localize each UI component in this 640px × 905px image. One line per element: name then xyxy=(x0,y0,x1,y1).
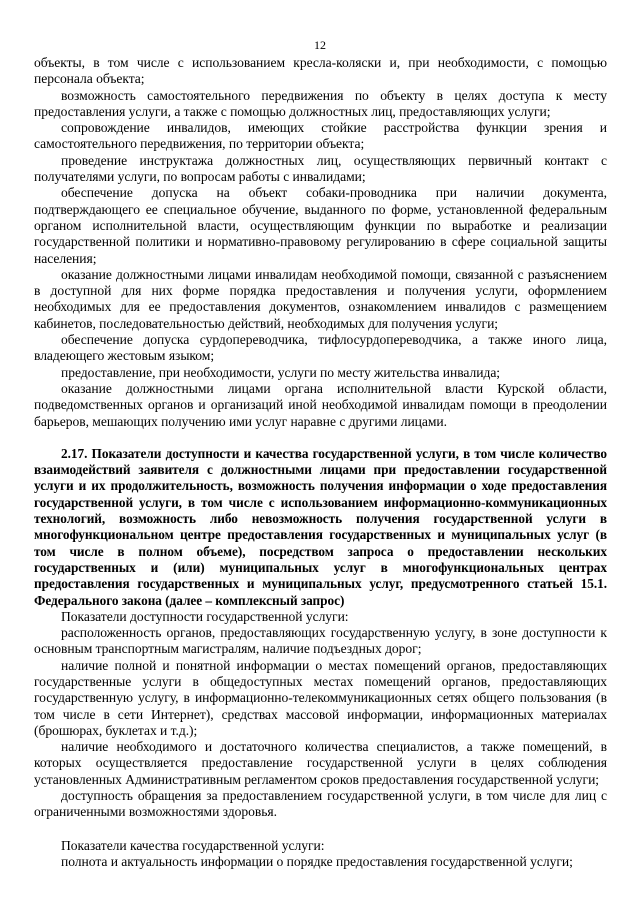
paragraph-escort: сопровождение инвалидов, имеющих стойкие расстройства функции зрения и самостоятельного передвижения, по территории объекта; xyxy=(34,120,607,152)
paragraph-continuation: объекты, в том числе с использованием кресла-коляски и, при необходимости, с помощью персонала объекта; xyxy=(34,55,607,87)
paragraph-completeness: полнота и актуальность информации о порядке предоставления государственной услуги; xyxy=(61,853,573,869)
paragraph-sign-interpreter: обеспечение допуска сурдопереводчика, тифлосурдопереводчика, а также иного лица, владеющего жестовым языком; xyxy=(34,332,607,364)
page-number: 12 xyxy=(314,38,326,52)
paragraph-location: расположенность органов, предоставляющих государственную услугу, в зоне доступности к основным транспортным магистралям, наличие подъездных дорог; xyxy=(34,625,607,657)
paragraph-home-service: предоставление, при необходимости, услуги по месту жительства инвалида; xyxy=(61,364,501,380)
paragraph-disability-access: доступность обращения за предоставлением государственной услуги, в том числе для лиц с ограниченными возможностями здоровья. xyxy=(34,788,607,820)
paragraph-assistance: оказание должностными лицами инвалидам необходимой помощи, связанной с разъяснением в доступной для них форме порядка предоставления и получения услуги, оформлением необходимых для ее предоставления документов, ознакомлением инвалидов с размещением кабинетов, последовательностью действий, необходимых для получения услуги; xyxy=(34,266,607,331)
paragraph-guide-dog: обеспечение допуска на объект собаки-проводника при наличии документа, подтверждающего ее специальное обучение, выданного по форме, установленной федеральным органом исполнительной власти, осуществляющим функции по выработке и реализации государственной политики и нормативно-правовому регулированию в сфере социальной защиты населения; xyxy=(34,185,607,266)
paragraph-information: наличие полной и понятной информации о местах помещений органов, предоставляющих государственные услуги в общедоступных местах помещений органов, предоставляющих государственную услугу, в информационно-телекоммуникационных сетях общего пользования (в том числе в сети Интернет), средствах массовой информации, информационных материалах (брошюрах, буклетах и т.д.); xyxy=(34,657,607,738)
paragraph-quality-indicators: Показатели качества государственной услуги: xyxy=(61,837,325,853)
section-heading-2-17: 2.17. Показатели доступности и качества государственной услуги, в том числе количество взаимодействий заявителя с должностными лицами при предоставлении государственной услуги и их продолжительность, возможность получения информации о ходе предоставления государственной услуги, в том числе с использованием информационно-коммуникационных технологий, возможность либо невозможность получения государственной услуги в многофункциональном центре предоставления государственных и муниципальных услуг (в том числе в полном объеме), посредством запроса о предоставлении нескольких государственных и (или) муниципальных услуг в многофункциональных центрах предоставления государственных и муниципальных услуг, предусмотренного статьей 15.1. Федерального закона (далее – комплексный запрос) xyxy=(34,445,607,608)
paragraph-movement: возможность самостоятельного передвижения по объекту в целях доступа к месту предоставления услуги, а также с помощью должностных лиц, предоставляющих услуги; xyxy=(34,87,607,119)
paragraph-accessibility-indicators: Показатели доступности государственной услуги: xyxy=(61,608,349,624)
paragraph-barriers: оказание должностными лицами органа исполнительной власти Курской области, подведомственных органов и организаций иной необходимой инвалидам помощи в преодолении барьеров, мешающих получению ими услуг наравне с другими лицами. xyxy=(34,380,607,429)
document-body xyxy=(34,55,607,870)
paragraph-specialists: наличие необходимого и достаточного количества специалистов, а также помещений, в которых осуществляется предоставление государственной услуги в целях соблюдения установленных Административным регламентом сроков предоставления государственной услуги; xyxy=(34,739,607,787)
paragraph-briefing: проведение инструктажа должностных лиц, осуществляющих первичный контакт с получателями услуги, по вопросам работы с инвалидами; xyxy=(34,152,607,185)
